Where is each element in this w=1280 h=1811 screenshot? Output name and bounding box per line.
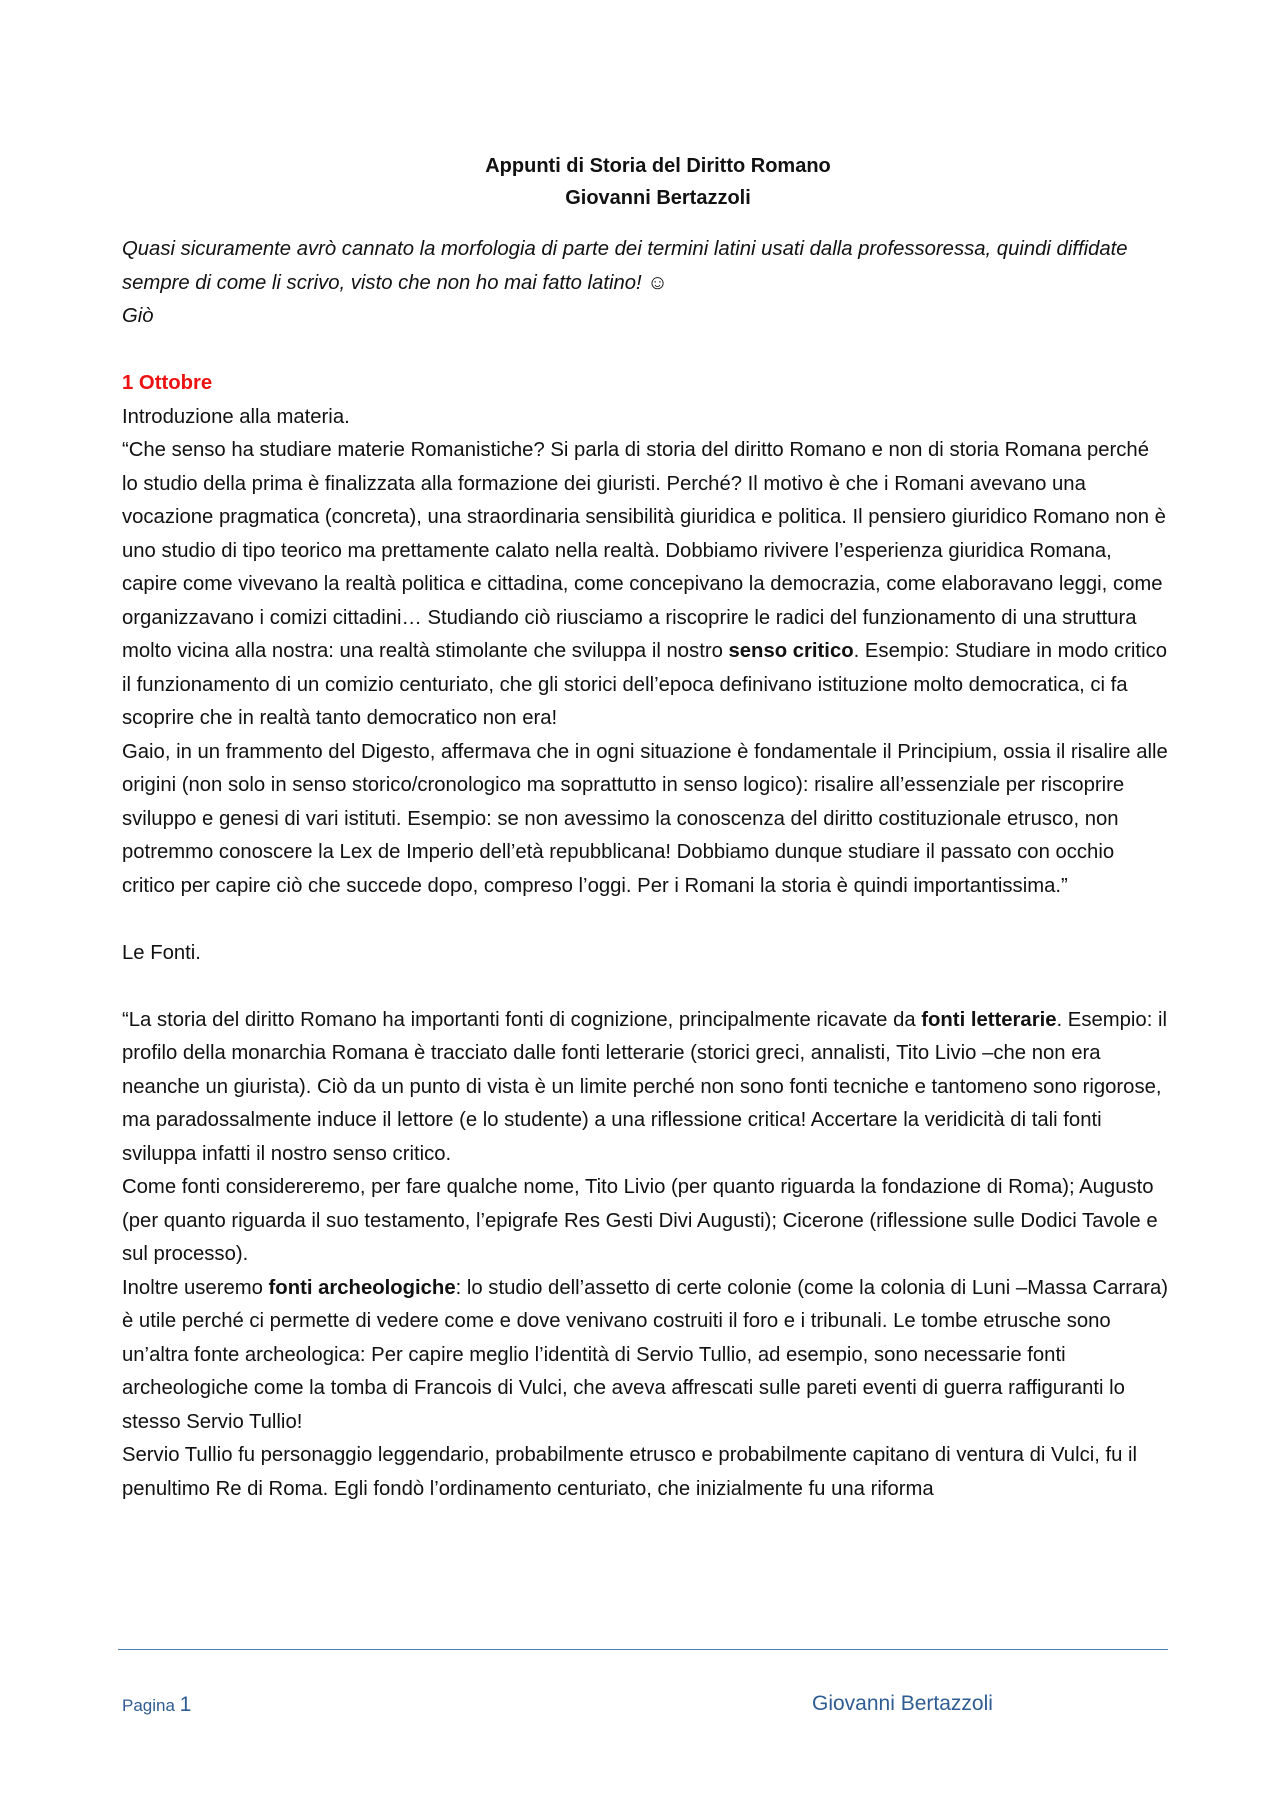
paragraph	[122, 1272, 1170, 1440]
paragraph: Come fonti considereremo, per fare qualche nome, Tito Livio (per quanto riguarda la fondazione di Roma); Augusto (per quanto riguarda il suo testamento, l’epigrafe Res Gesti Divi Augusti); Cicerone (riflessione sulle Dodici Tavole e sul processo).	[122, 1176, 1158, 1265]
paragraph-text: : lo studio dell’assetto di certe colonie (come la colonia di Luni –Massa Carrara) è utile perché ci permette di vedere come e dove venivano costruiti il foro e i tribunali. Le tombe etrusche sono un’altra fonte archeologica: Per capire meglio l’identità di Servio Tullio, ad esempio, sono necessarie fonti archeologiche come la tomba di Francois di Vulci, che aveva affrescati sulle pareti eventi di guerra raffiguranti lo stesso Servio Tullio!	[122, 1276, 1169, 1433]
paragraph-text: “Che senso ha studiare materie Romanistiche? Si parla di storia del diritto Romano e non di storia Romana perché lo studio della prima è finalizzata alla formazione dei giuristi. Perché? Il motivo è che i Romani avevano una vocazione pragmatica (concreta), una straordinaria sensibilità giuridica e politica. Il pensiero giuridico Romano non è uno studio di tipo teorico ma prettamente calato nella realtà. Dobbiamo rivivere l’esperienza giuridica Romana, capire come vivevano la realtà politica e cittadina, come concepivano la democrazia, come elaboravano leggi, come organizzavano i comizi cittadini… Studiando ciò riusciamo a riscoprire le radici del funzionamento di una struttura molto vicina alla nostra: una realtà stimolante che sviluppa il nostro	[122, 439, 1166, 662]
paragraph-text: . Esempio: il profilo della monarchia Romana è tracciato dalle fonti letterarie (storici greci, annalisti, Tito Livio –che non era neanche un giurista). Ciò da un punto di vista è un limite perché non sono fonti tecniche e tantomeno sono rigorose, ma paradossalmente induce il lettore (e lo studente) a una riflessione critica! Accertare la veridicità di tali fonti sviluppa infatti il nostro senso critico.	[122, 1008, 1167, 1165]
section-subtitle: Le Fonti.	[122, 941, 201, 964]
section-date: 1 Ottobre	[122, 372, 213, 394]
section-subtitle: Introduzione alla materia.	[122, 405, 350, 428]
paragraph-text: Inoltre useremo	[122, 1276, 269, 1299]
document-author: Giovanni Bertazzoli	[565, 187, 751, 209]
page-content	[122, 150, 1170, 1506]
footer-page-value: 1	[179, 1693, 192, 1716]
intro-signature: Giò	[122, 305, 154, 327]
paragraph: Gaio, in un frammento del Digesto, affermava che in ogni situazione è fondamentale il Principium, ossia il risalire alle origini (non solo in senso storico/cronologico ma soprattutto in senso logico): risalire all’essenziale per riscoprire sviluppo e genesi di vari istituti. Esempio: se non avessimo la conoscenza del diritto costituzionale etrusco, non potremmo conoscere la Lex de Imperio dell’età repubblicana! Dobbiamo dunque studiare il passato con occhio critico per capire ciò che succede dopo, compreso l’oggi. Per i Romani la storia è quindi importantissima.”	[122, 740, 1168, 897]
paragraph-text: . Esempio: Studiare in modo critico il funzionamento di un comizio centuriato, che gli storici dell’epoca definivano istituzione molto democratica, ci fa scoprire che in realtà tanto democratico non era!	[122, 640, 1167, 729]
footer-author: Giovanni Bertazzoli	[812, 1692, 993, 1715]
bold-term: fonti letterarie	[921, 1008, 1057, 1031]
bold-term: senso critico	[728, 640, 854, 662]
paragraph	[122, 434, 1170, 736]
footer-divider	[118, 1649, 1168, 1650]
spacer	[122, 970, 1170, 1004]
footer-page-label: Pagina	[122, 1696, 175, 1715]
paragraph-text: “La storia del diritto Romano ha importanti fonti di cognizione, principalmente ricavate da	[122, 1008, 922, 1031]
footer-page-number	[122, 1694, 191, 1717]
paragraph	[122, 1004, 1170, 1172]
spacer	[122, 903, 1170, 937]
intro-text: Quasi sicuramente avrò cannato la morfologia di parte dei termini latini usati dalla professoressa, quindi diffidate sempre di come li scrivo, visto che non ho mai fatto latino! ☺	[122, 238, 1128, 294]
paragraph: Servio Tullio fu personaggio leggendario, probabilmente etrusco e probabilmente capitano di ventura di Vulci, fu il penultimo Re di Roma. Egli fondò l’ordinamento centuriato, che inizialmente fu una riforma	[122, 1444, 1138, 1500]
intro-note	[122, 233, 1170, 334]
document-title: Appunti di Storia del Diritto Romano	[485, 155, 831, 177]
bold-term: fonti archeologiche	[268, 1276, 456, 1299]
